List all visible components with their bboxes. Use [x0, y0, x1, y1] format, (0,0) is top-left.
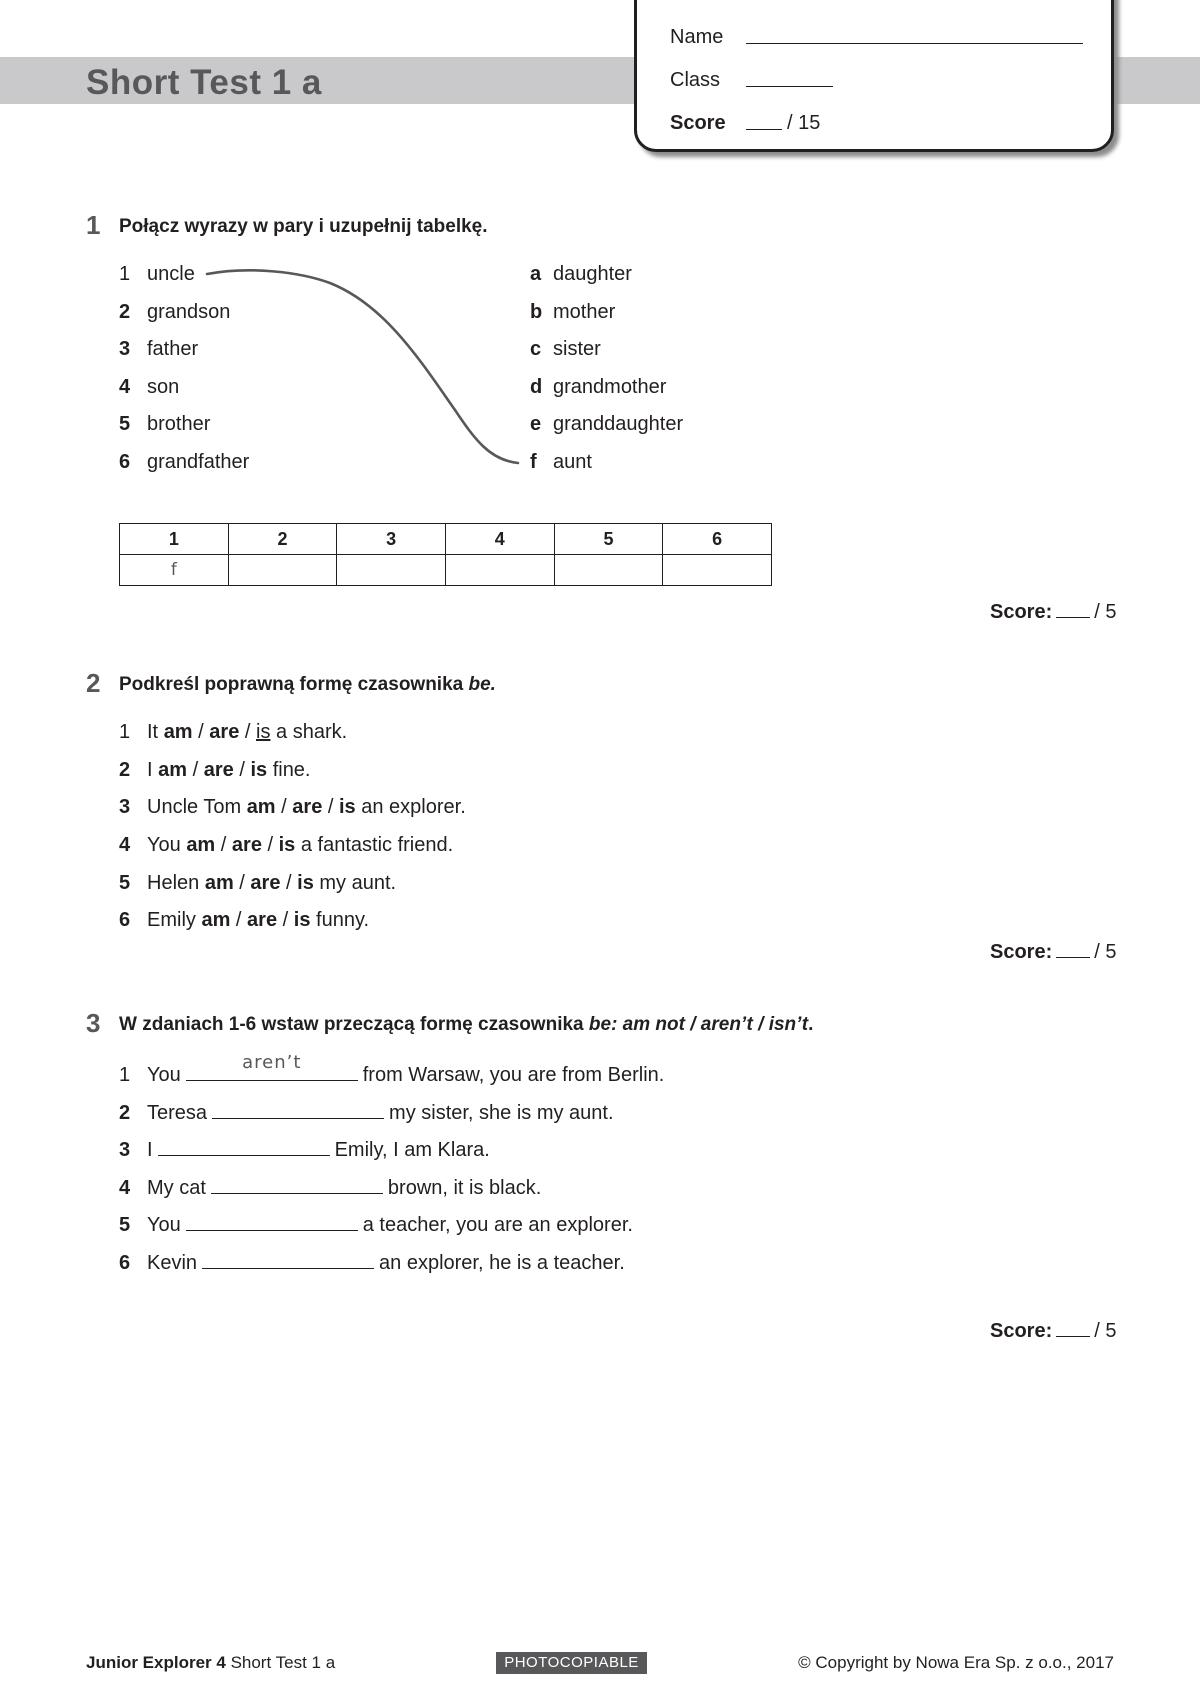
list-item: 3 I Emily, I am Klara. [119, 1134, 664, 1172]
option-are[interactable]: are [209, 721, 240, 743]
list-item: 4 My cat brown, it is black. [119, 1172, 664, 1210]
table-answer-cell[interactable] [554, 555, 663, 586]
answer-blank[interactable] [186, 1209, 358, 1231]
option-am[interactable]: am [246, 796, 276, 819]
table-answer-cell[interactable] [228, 555, 337, 586]
exercise-2-sentences [119, 720, 466, 946]
exercise-3-score: Score: / 5 [990, 1320, 1117, 1342]
score-total: / 15 [787, 112, 821, 134]
list-item: 2 grandson [119, 300, 231, 323]
option-is[interactable]: is [297, 871, 314, 894]
answer-blank[interactable] [202, 1247, 374, 1269]
list-item: 3 Uncle Tom am / are / is an explorer. [119, 796, 466, 819]
score-blank[interactable] [1056, 940, 1090, 958]
option-are[interactable]: are [250, 871, 281, 894]
exercise-1-score: Score: / 5 [990, 601, 1117, 623]
option-is[interactable]: is [293, 909, 311, 932]
answer-blank[interactable] [212, 1097, 384, 1119]
list-item: 1 uncle [119, 263, 195, 285]
option-is[interactable]: is [339, 796, 356, 819]
answer-blank[interactable] [158, 1134, 330, 1156]
list-item: c sister [530, 338, 601, 360]
list-item: 2 Teresa my sister, she is my aunt. [119, 1097, 664, 1135]
list-item: 1 It am / are / is a shark. [119, 721, 348, 743]
class-label: Class [670, 69, 721, 91]
list-item: 2 I am / are / is fine. [119, 758, 311, 781]
exercise-3-number: 3 [86, 1008, 101, 1038]
handwritten-answer: aren’t [242, 1052, 302, 1073]
option-am[interactable]: am [186, 834, 216, 857]
table-header-cell: 3 [337, 524, 446, 555]
exercise-1-instruction: Połącz wyrazy w pary i uzupełnij tabelkę. [119, 216, 488, 237]
score-blank[interactable] [1056, 1319, 1090, 1337]
list-item: 4 You am / are / is a fantastic friend. [119, 834, 454, 857]
option-are[interactable]: are [247, 909, 278, 932]
option-are[interactable]: are [231, 834, 262, 857]
table-answer-cell[interactable] [337, 555, 446, 586]
option-is[interactable]: is [250, 758, 268, 781]
page-title: Short Test 1 a [86, 63, 322, 102]
answer-blank[interactable] [186, 1052, 358, 1081]
option-am[interactable]: am [158, 758, 188, 781]
table-header-cell: 2 [228, 524, 337, 555]
option-are[interactable]: are [203, 758, 234, 781]
exercise-2-score: Score: / 5 [990, 941, 1117, 963]
option-is-underlined[interactable]: is [256, 721, 271, 743]
table-header-cell: 6 [663, 524, 772, 555]
option-are[interactable]: are [292, 796, 323, 819]
exercise-3-sentences [119, 1052, 665, 1285]
exercise-2-number: 2 [86, 668, 101, 698]
footer-copyright: © Copyright by Nowa Era Sp. z o.o., 2017 [798, 1653, 1114, 1672]
table-answer-cell[interactable] [445, 555, 554, 586]
list-item: e granddaughter [530, 413, 684, 435]
table-header-cell: 4 [445, 524, 554, 555]
list-item: 1 You aren’t from Warsaw, you are from Berlin. [119, 1052, 665, 1086]
exercise-1-number: 1 [86, 210, 101, 240]
score-label: Score [670, 112, 726, 134]
table-answer-cell[interactable] [663, 555, 772, 586]
option-am[interactable]: am [201, 909, 231, 932]
list-item: 5 Helen am / are / is my aunt. [119, 871, 397, 894]
footer-book-title: Junior Explorer 4 Short Test 1 a [86, 1653, 336, 1672]
exercise-3-instruction: W zdaniach 1-6 wstaw przeczącą formę czasownika be: am not / aren’t / isn’t. [119, 1014, 814, 1035]
list-item: 6 Emily am / are / is funny. [119, 909, 370, 932]
list-item: a daughter [530, 263, 632, 285]
answer-table [119, 523, 772, 586]
list-item: 6 Kevin an explorer, he is a teacher. [119, 1247, 664, 1285]
option-am[interactable]: am [204, 871, 234, 894]
list-item: d grandmother [530, 375, 667, 398]
photocopiable-badge: PHOTOCOPIABLE [496, 1652, 647, 1674]
list-item: 3 father [119, 338, 199, 360]
list-item: f aunt [530, 450, 592, 473]
score-blank[interactable] [1056, 600, 1090, 618]
exercise-2-instruction: Podkreśl poprawną formę czasownika be. [119, 674, 496, 695]
list-item: 6 grandfather [119, 450, 250, 473]
option-am[interactable]: am [163, 721, 193, 743]
name-label: Name [670, 26, 724, 48]
list-item: 5 You a teacher, you are an explorer. [119, 1209, 664, 1247]
answer-blank[interactable] [211, 1172, 383, 1194]
list-item: b mother [530, 300, 616, 323]
list-item: 4 son [119, 375, 180, 398]
matching-line [0, 0, 1200, 520]
list-item: 5 brother [119, 413, 211, 435]
table-header-cell: 5 [554, 524, 663, 555]
table-answer-cell[interactable]: f [120, 555, 229, 586]
table-header-cell: 1 [120, 524, 229, 555]
option-is[interactable]: is [278, 834, 296, 857]
